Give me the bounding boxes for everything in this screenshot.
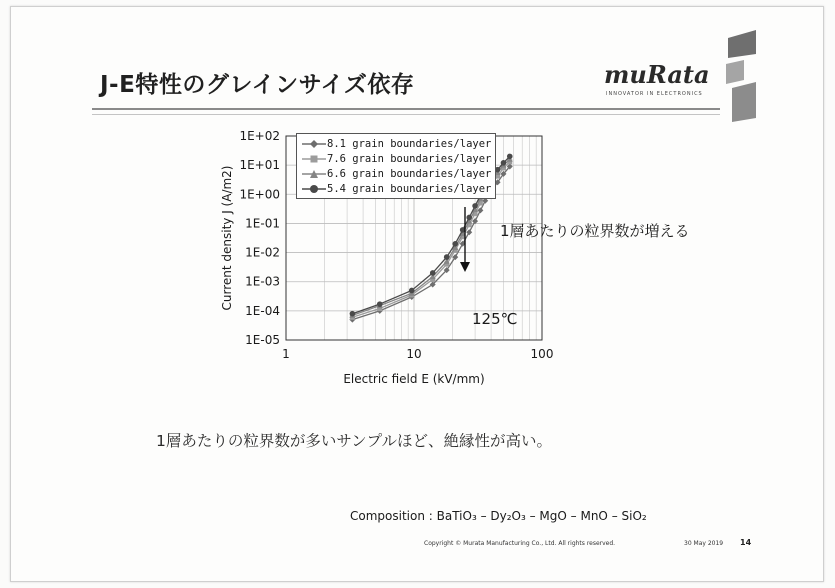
copyright-text: Copyright © Murata Manufacturing Co., Ltd. All rights reserved. (424, 540, 616, 547)
data-point (472, 203, 478, 209)
composition-formula: BaTiO₃ – Dy₂O₃ – MgO – MnO – SiO₂ (436, 509, 647, 523)
chart-x-ticks (282, 347, 553, 361)
data-point (507, 154, 513, 160)
legend-label: 7.6 grain boundaries/layer (327, 152, 492, 165)
legend-item (301, 166, 491, 181)
data-point (501, 160, 507, 166)
data-point (466, 229, 472, 235)
data-point (452, 241, 458, 247)
data-point (350, 311, 356, 317)
square-marker-icon (301, 154, 327, 164)
y-axis-label: Current density J (A/m2) (220, 165, 234, 311)
triangle-marker-icon (301, 169, 327, 179)
x-axis-label: Electric field E (kV/mm) (343, 372, 485, 386)
legend-item (301, 181, 491, 196)
data-point (409, 288, 415, 294)
conclusion-text: 1層あたりの粒界数が多いサンプルほど、絶縁性が高い。 (156, 432, 552, 450)
temperature-label: 125℃ (472, 310, 518, 328)
y-tick-label: 1E-03 (245, 274, 280, 289)
diamond-marker-icon (301, 139, 327, 149)
title-divider-thin (92, 114, 720, 115)
chart-legend (296, 133, 496, 199)
legend-label: 5.4 grain boundaries/layer (327, 182, 492, 195)
legend-label: 6.6 grain boundaries/layer (327, 167, 492, 180)
slide-date: 30 May 2019 (684, 540, 724, 547)
chart-y-ticks (239, 129, 280, 347)
y-tick-label: 1E+01 (239, 158, 280, 173)
murata-logo-mark-icon (722, 28, 758, 124)
composition-line (350, 509, 647, 523)
x-tick-label: 1 (282, 347, 290, 361)
data-point (466, 215, 472, 221)
composition-label: Composition : (350, 509, 437, 523)
increase-arrow-head (460, 262, 470, 272)
x-tick-label: 100 (530, 347, 554, 361)
y-tick-label: 1E-05 (245, 333, 280, 347)
legend-item (301, 151, 491, 166)
data-point (377, 301, 383, 307)
murata-logo-text: muRata (604, 60, 710, 89)
page-number: 14 (740, 538, 752, 547)
slide-title: J-E特性のグレインサイズ依存 (100, 72, 415, 98)
legend-item (301, 136, 491, 151)
title-divider (92, 108, 720, 110)
data-point (430, 270, 436, 276)
y-tick-label: 1E+02 (239, 129, 280, 143)
y-tick-label: 1E+00 (239, 187, 280, 202)
data-point (444, 254, 450, 260)
trend-annotation: 1層あたりの粒界数が増える (500, 222, 690, 240)
legend-label: 8.1 grain boundaries/layer (327, 137, 492, 150)
murata-logo-tagline: INNOVATOR IN ELECTRONICS (606, 91, 703, 97)
y-tick-label: 1E-04 (245, 303, 280, 318)
y-tick-label: 1E-01 (245, 216, 280, 231)
y-tick-label: 1E-02 (245, 245, 280, 260)
x-tick-label: 10 (406, 347, 422, 361)
circle-marker-icon (301, 184, 327, 194)
